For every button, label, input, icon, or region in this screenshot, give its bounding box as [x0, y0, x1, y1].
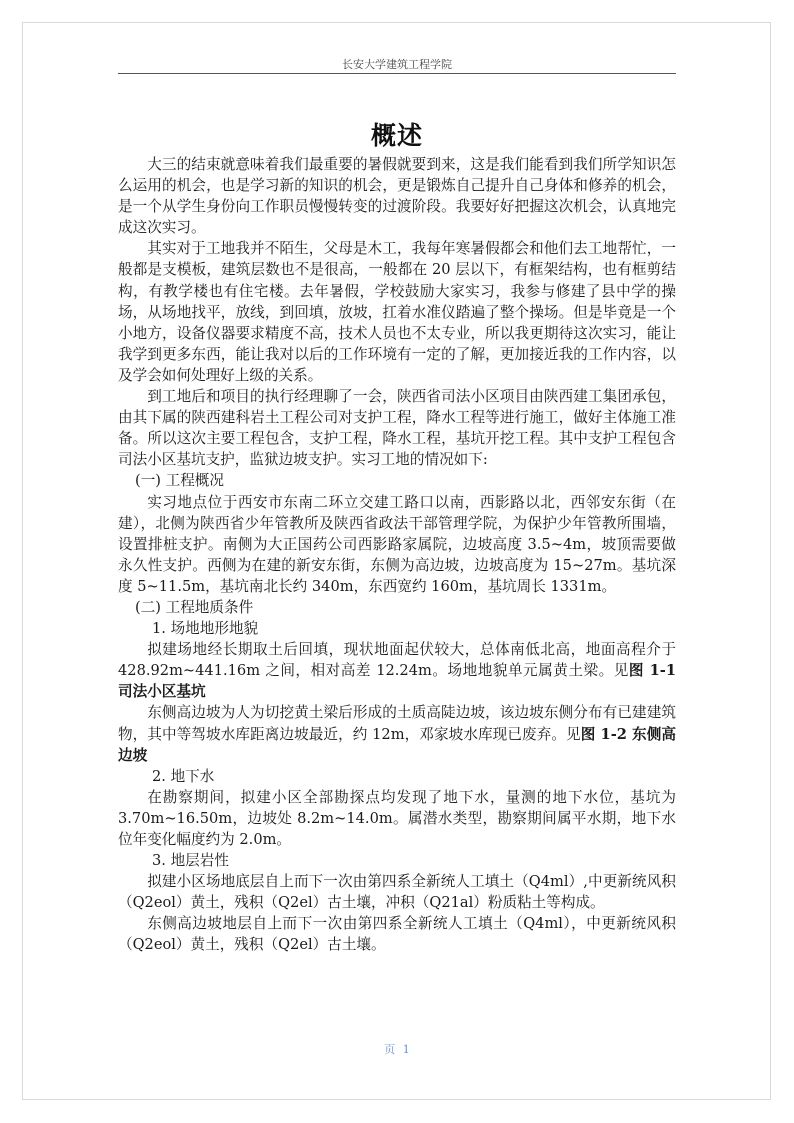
paragraph-site-location: 实习地点位于西安市东南二环立交建工路口以南，西影路以北，西邻安东街（在建），北侧为陕西省少年管教所及陕西省政法干部管理学院，为保护少年管教所围墙，设置排桩支护。南侧为大正国药公司西影路家属院，边坡高度 3.5~4m，坡顶需要做永久性支护。西侧为在建的新安东街，东侧为高边坡，边坡高度为 15~27m。基坑深度 5~11.5m，基坑南北长约 340m，东西宽约 160m，基坑周长 1331m。 — [118, 493, 676, 595]
page-label: 页 — [384, 1043, 396, 1056]
paragraph-east-slope — [118, 702, 676, 765]
section-heading-overview: (一) 工程概况 — [135, 472, 224, 490]
figure-ref-1-2: 图 1-2 东侧高边坡 — [118, 725, 676, 764]
page-footer — [118, 1041, 676, 1057]
paragraph-strata-slope: 东侧高边坡地层自上而下一次由第四系全新统人工填土（Q4ml），中更新统风积（Q2eol）黄土，残积（Q2el）古土壤。 — [118, 915, 676, 954]
page-header: 长安大学建筑工程学院 — [342, 58, 452, 71]
east-slope-text: 东侧高边坡为人为切挖黄土梁后形成的土质高陡边坡，该边坡东侧分布有已建建筑物，其中等驾坡水库距离边坡最近，约 12m，邓家坡水库现已废弃。见 — [118, 704, 676, 743]
paragraph-experience: 其实对于工地我并不陌生，父母是木工，我每年寒暑假都会和他们去工地帮忙，一般都是支模板，建筑层数也不是很高，一般都在 20 层以下，有框架结构，也有框剪结构，有教学楼也有住宅楼。去年暑假，学校鼓励大家实习，我参与修建了县中学的操场，从场地找平，放线，到回填，放坡，扛着水准仪踏遍了整个操场。但是毕竟是一个小地方，设备仪器要求精度不高，技术人员也不太专业，所以我更期待这次实习，能让我学到更多东西，能让我对以后的工作环境有一定的了解，更加接近我的工作内容，以及学会如何处理好上级的关系。 — [118, 240, 676, 384]
subheading-strata: 3. 地层岩性 — [152, 852, 229, 870]
document-body — [118, 154, 676, 956]
subheading-terrain: 1. 场地地形地貌 — [152, 620, 259, 638]
document-title: 概述 — [370, 121, 423, 150]
figure-ref-1-1: 图 1-1 司法小区基坑 — [118, 662, 676, 701]
paragraph-terrain — [118, 639, 676, 702]
terrain-text: 拟建场地经长期取土后回填，现状地面起伏较大，总体南低北高，地面高程介于 428.92m~441.16m 之间，相对高差 12.24m。场地地貌单元属黄土梁。见 — [118, 641, 676, 680]
paragraph-project: 到工地后和项目的执行经理聊了一会，陕西省司法小区项目由陕西建工集团承包，由其下属的陕西建科岩土工程公司对支护工程，降水工程等进行施工，做好主体施工准备。所以这次主要工程包含，支护工程，降水工程，基坑开挖工程。其中支护工程包含司法小区基坑支护，监狱边坡支护。实习工地的情况如下: — [118, 388, 676, 469]
paragraph-strata-site: 拟建小区场地底层自上而下一次由第四系全新统人工填土（Q4ml）,中更新统风积（Q2eol）黄土，残积（Q2el）古土壤，冲积（Q21al）粉质粘土等构成。 — [118, 873, 676, 912]
paragraph-groundwater: 在勘察期间，拟建小区全部勘探点均发现了地下水，量测的地下水位，基坑为 3.70m~16.50m，边坡处 8.2m~14.0m。属潜水类型，勘察期间属平水期，地下水位年变化幅度约为 2.0m。 — [118, 788, 676, 848]
page-number: 1 — [402, 1043, 410, 1056]
section-heading-geology: (二) 工程地质条件 — [135, 598, 254, 616]
header-divider — [118, 73, 676, 74]
paragraph-intro: 大三的结束就意味着我们最重要的暑假就要到来，这是我们能看到我们所学知识怎么运用的机会，也是学习新的知识的机会，更是锻炼自己提升自己身体和修养的机会，是一个从学生身份向工作职员慢慢转变的过渡阶段。我要好好把握这次机会，认真地完成这次实习。 — [118, 156, 676, 237]
subheading-groundwater: 2. 地下水 — [152, 767, 215, 785]
